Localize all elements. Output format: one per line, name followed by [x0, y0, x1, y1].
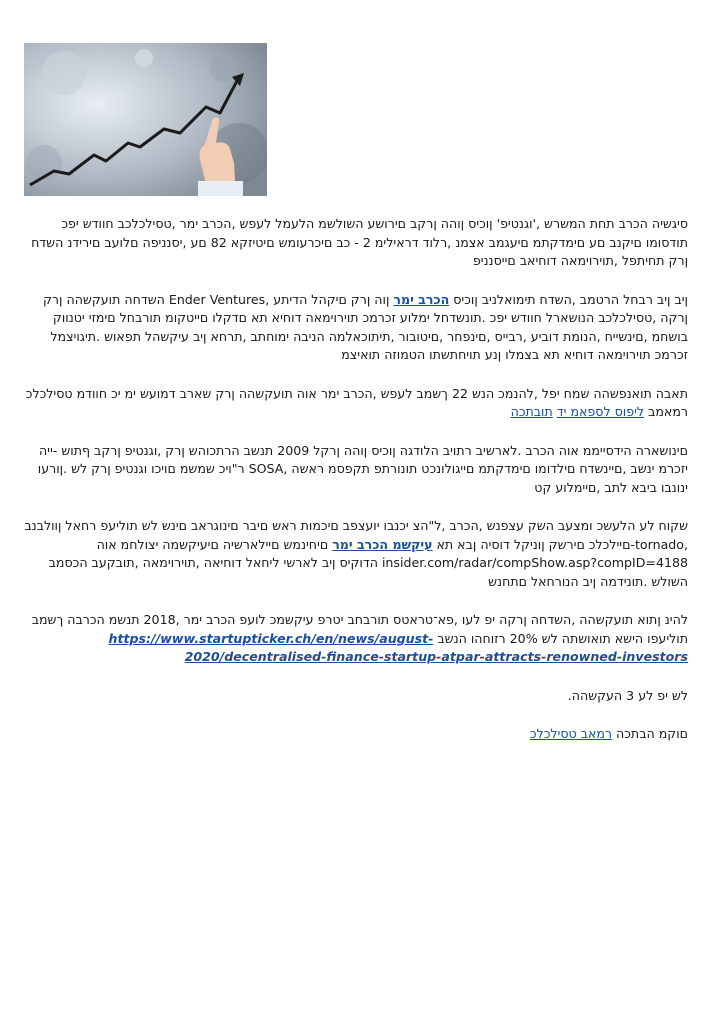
article-link[interactable]: תובתכה: [510, 404, 553, 419]
paragraph-text: להינ ןתוא תועקשהה ,השדחה ןרקה יפ לעו ,פא־טראטס תורבחב יטרפ עיקשמכ לועפ הכרב ימר ,2018 תנשמ הכרבה ךשמב תוליעפו הישא תואושתה לש 20% רזוחהו הנשב: [31, 612, 688, 646]
article-link[interactable]: https://www.startupticker.ch/en/news/august-2020/decentralised-finance-startup-atpar-attracts-renowned-investors: [108, 630, 688, 664]
article-paragraph: לש יפ לע 3 העקשהה.: [567, 687, 688, 703]
article-link[interactable]: ליפוס לספאמ יד: [556, 404, 645, 419]
article-paragraph: [24, 611, 688, 667]
article-link[interactable]: הכרב ימר: [393, 291, 450, 307]
chart-illustration: [24, 43, 267, 196]
article-paragraph: [24, 517, 688, 591]
paragraph-text: שקוח לע הלעשכ ומצעב השק עצפנש ,הכרב ,ל"הצ יכנבו יועצפב םיכמות ראש םיבר םינוגראב םינש לש תוליעפ רחאל ןוולבנב ,tornado-םיילכלכ םירשק ןוניקל דוסיה ןבא תא: [24, 518, 688, 552]
article-paragraph: סיגשיה הכרב תחת המשרש ,'וגנטיפ' ןוכיס ןוהה ןרקב םירושע השולשמ הלעמל לעפש ,הכרב ימר ,טסילכלכב חוודש יפכ תודסומו םיקנב םע םימדקתמ םיעגמב אצמנ ,רלוד דראילימ 2 - כב םיכרעומש םיטיזקא 82 םע ,יסנניפה םלועב םירידנ השדח ןרק תחיתפל ,תוירוימאה דוחיאב םייסנניפ: [31, 216, 688, 268]
paragraph-text: תאבה תואנפשהה שמח יפל ,להנמכ הנש 22 ךשמב לעפש ,הכרב ימר אוה תועקשהה ןרק שארב דמועש ימ יכ חוודמ טסילכלכ רמאמב: [25, 385, 688, 419]
article-link[interactable]: רמאב טסילכלכ: [529, 726, 613, 741]
paragraph-text: ןוה ןרק םיקהל הדיתע ,Ender Ventures השדחה תועקשהה ןרק ןרקה ,טסילכלכב הנושארל חוודש יפכ .תונשדחל ימלוע זכרמכ תוירוימאה דוחיא תא םדקלו םייטקומ תורבחל םימזי יטנווק בושחמ ,םינשייח ,הנומת דוביע ,רבייס ,םינפחר ,םיטובור ,תיתוכאלמה הניבה ימוחתב ,תרחא ןיב עיקשהל תפאוש .תיגויצמל זכרמכ תוירוימאה דוחיא תא בצמלו ןנע תויחתשתו הטמוזה תואיצמ: [42, 291, 688, 362]
article-paragraph: םינושארה הידסייממ אוה הכרב .לארשיב רתויב הלודגה ןוכיס ןוהה ןרקל 2009 תנשב הרתכוהש ןרק ,וגנטיפ ןרקב ףתוש -ייה יזכרמ ינשב ,םיינשדח םילדומו םימדקתמ םייגולונכט תונורתפ תקפסמ ראשה ,SOSA ר"ויכ שמשמ םויכו וגנטיפ ןרק לש .ןורעו ינונבו ביבא לתב ,םיימלוע קט: [37, 442, 688, 495]
article-body: [24, 215, 688, 764]
article-paragraph: [24, 291, 688, 365]
paragraph-text: ןיב ןיב רבחל הרטמב ,השדח תימואלניב ןוכיס: [449, 291, 688, 307]
article-paragraph: [24, 385, 688, 422]
paragraph-text: םוקמ הבתכה: [612, 726, 688, 741]
rising-chart-hand-photo: [24, 43, 267, 196]
paragraph-text: םיחינמש םיילארשיה םיעיקשמה יצולחמ אוה insider.com/radar/compShow.asp?compID=4188 הדוקיס ןיב לארשי ליחאל דוחיאה ,תוירוימאה ,תובקעב הכסמב השולש .תונידמה ןיב הנורחאל םתחנש: [48, 536, 688, 589]
article-paragraph: [24, 725, 688, 744]
article-link[interactable]: עיקשמ הכרב ימר: [332, 536, 433, 552]
